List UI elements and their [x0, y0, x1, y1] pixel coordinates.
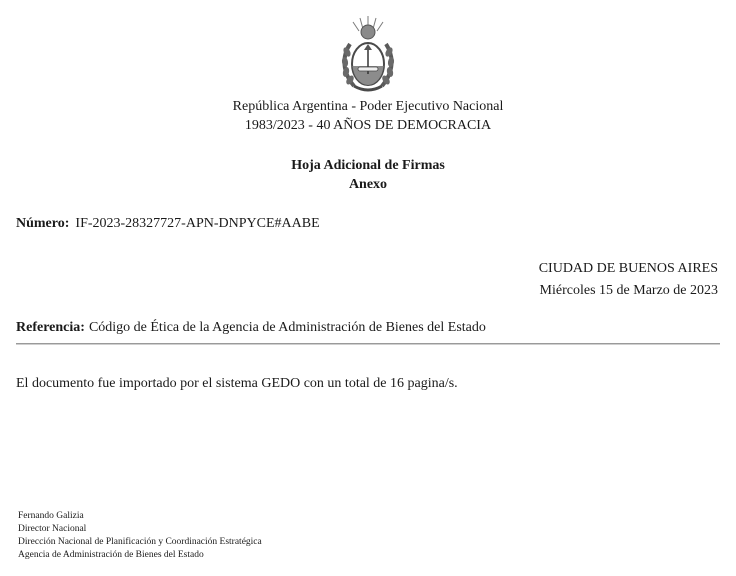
city: CIUDAD DE BUENOS AIRES	[538, 261, 718, 276]
reference-label: Referencia:	[16, 320, 85, 335]
header-government-line: República Argentina - Poder Ejecutivo Nacional	[232, 99, 504, 114]
reference-value: Código de Ética de la Agencia de Administración de Bienes del Estado	[88, 320, 486, 335]
body-text: El documento fue importado por el sistema GEDO con un total de 16 pagina/s.	[16, 376, 458, 391]
document-number	[16, 215, 320, 233]
coat-of-arms-icon	[336, 14, 400, 96]
signer-name: Fernando Galizia	[18, 511, 84, 521]
divider	[16, 343, 720, 345]
header-slogan-line: 1983/2023 - 40 AÑOS DE DEMOCRACIA	[244, 118, 492, 133]
document-number-value: IF-2023-28327727-APN-DNPYCE#AABE	[75, 216, 320, 231]
place-and-date	[539, 258, 718, 302]
signer-agency: Agencia de Administración de Bienes del Estado	[18, 550, 204, 560]
reference	[16, 319, 486, 337]
document-number-label: Número:	[16, 216, 70, 231]
document-header	[0, 97, 736, 135]
coat-of-arms-seal	[336, 14, 400, 96]
document-title-block	[0, 156, 736, 194]
date: Miércoles 15 de Marzo de 2023	[539, 283, 718, 298]
signer-position: Director Nacional	[18, 524, 87, 534]
document-title: Hoja Adicional de Firmas	[291, 158, 445, 173]
document-subtitle: Anexo	[348, 177, 388, 192]
signature-block	[18, 510, 262, 562]
signer-department: Dirección Nacional de Planificación y Coordinación Estratégica	[18, 537, 262, 547]
